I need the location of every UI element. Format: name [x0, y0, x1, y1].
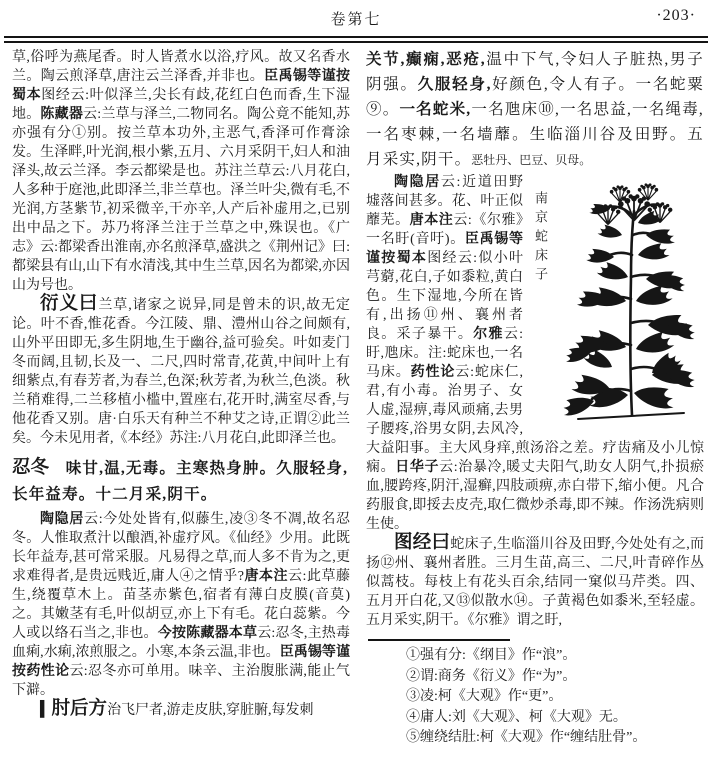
chapter-title: 卷第七 [330, 12, 382, 28]
text-segment: 云:《尔雅》一名盱(音吁)。 [366, 213, 524, 247]
text-segment: 日华子 [395, 460, 440, 475]
page-number: ·203· [656, 7, 696, 24]
yanyi-paragraph [12, 295, 350, 448]
text-segment: 云:今处处皆有,似藤生,凌③冬不凋,故名忍冬。人惟取煮汁以酿酒,补虚疗风。《仙经》少用。此既长年益寿,甚可常采服。凡易得之草,而人多不肯为之,更求难得者,是贵远贱近,庸人④之情乎? [12, 512, 351, 584]
text-segment: 久服轻身, [417, 76, 492, 93]
text-segment: 云:蛇床仁,君,有小毒。治男子、女人虚,湿痹,毒风顽痛,去男子腰疼,浴男女阴,去风冷,大益阳事。主大风身痒,煎汤浴之差。疗齿痛及小儿惊痫。 [366, 365, 704, 475]
header-rule [4, 36, 708, 43]
text-segment: ③凌:柯《大观》作“更”。 [406, 689, 563, 704]
text-segment: 兰草,诸家之说异,同是曾未的识,故无定论。叶不香,惟花香。今江陵、鼎、澧州山谷之间颇有,山外平田即无,多生阴地,生于幽谷,益可验矣。叶如麦门冬而阔,且韧,长及一、二尺,四时常青,花黄,中间叶上有细紫点,有春芳者,为春兰,色深;秋芳者,为秋兰,色淡。秋兰稍难得,二兰移植小槛中,置座右,花开时,满室尽香,与他花香又别。唐·白乐天有种兰不种艾之诗,正谓②此兰矣。今未见用者,《本经》苏注:八月花白,此即泽兰也。 [12, 298, 350, 446]
left-column-text [12, 48, 350, 720]
text-segment: ②谓:商务《衍义》作“为”。 [406, 668, 577, 684]
text-segment: 草,俗呼为燕尾香。时人皆煮水以浴,疗风。故又名香水兰。陶云煎泽草,唐注云兰泽香,并非也。 [12, 50, 350, 84]
text-segment: ④庸人:刘《大观》、柯《大观》无。 [406, 709, 627, 725]
text-segment: 肘后方 [51, 699, 108, 719]
text-segment: 臣禹锡等谨按蜀本 [12, 69, 350, 103]
text-segment: 唐本注 [243, 569, 289, 584]
text-segment: 尔雅 [473, 327, 504, 342]
text-segment: 云:此草藤生,绕覆草木上。苗茎赤紫色,宿者有薄白皮膜(音莫)之。其嫩茎有毛,叶似胡豆,亦上下有毛。花白蕊紫。今人或以络石当之,非也。 [12, 569, 350, 641]
text-segment: 图经云:似小叶芎藭,花白,子如黍粒,黄白色。生下湿地,今所在皆有,出扬⑪州、襄州者良。采子暴干。 [366, 251, 524, 342]
text-segment: 一名虺床⑩,一名思益,一名绳毒,一名枣棘,一名墙蘼。生临淄川谷及田野。五月采实,阴干。 [366, 101, 704, 168]
text-segment: ⑤缠绕结肚:柯《大观》作“缠结肚骨”。 [406, 730, 647, 745]
footnote-2 [366, 667, 704, 688]
text-segment: 云:治暴冷,暖丈夫阳气,助女人阴气,扑损瘀血,腰跨疼,阴汗,湿癣,四肢顽痹,赤白带下,缩小便。凡合药服食,即挼去皮壳,取仁微炒杀毒,即不辣。作汤洗病则生使。 [366, 460, 705, 532]
illustration-caption: 南京蛇床子 [533, 191, 548, 286]
footnotes [366, 639, 704, 749]
text-segment: 云:忍冬亦可单用。味辛、主治腹胀满,能止气下澼。 [12, 664, 351, 698]
text-segment: 忍冬 [12, 458, 50, 478]
text-segment: 温中下气,令妇人子脏热,男子阴强。 [366, 51, 704, 93]
text-segment: 好颜色,令人有子。一名蛇粟⑨。 [366, 76, 704, 118]
illustration-flow [366, 173, 704, 534]
left-column [12, 48, 350, 749]
text-segment: 一名蛇米, [399, 101, 472, 118]
text-segment: 味甘,温,无毒。主寒热身肿。久服轻身,长年益寿。十二月采,阴干。 [12, 460, 349, 503]
plant-illustration [528, 175, 704, 427]
text-segment: 图经曰 [394, 533, 451, 553]
text-segment: 臣禹锡等谨按蜀本 [366, 232, 523, 266]
text-columns [0, 43, 712, 749]
text-segment: ①强有分:《纲目》作“浪”。 [406, 648, 577, 663]
text-segment: 药性论 [410, 365, 456, 380]
lancao-annotation-paragraph [12, 48, 350, 295]
text-segment: 图经云:叶似泽兰,尖长有歧,花红白色而香,生下湿地。 [12, 88, 350, 122]
text-segment: 陶隐居 [40, 512, 85, 527]
page-header [0, 0, 712, 35]
text-segment: 关节,癫痫,恶疮, [366, 51, 486, 68]
right-column-tail [366, 534, 704, 630]
footnote-5 [366, 728, 704, 749]
tujing-paragraph [366, 534, 704, 630]
text-segment: 治飞尸者,游走皮肤,穿脏腑,每发刺 [107, 703, 314, 718]
text-segment: 陶隐居 [394, 175, 441, 190]
footnote-1 [366, 646, 704, 667]
text-segment: ▍ [40, 702, 52, 718]
text-segment: 云:盱,虺床。注:蛇床也,一名马床。 [366, 327, 524, 380]
rendong-annotation-paragraph [12, 510, 350, 700]
text-segment: 衍义曰 [40, 294, 99, 314]
text-segment: 恶牡丹、巴豆、贝母。 [471, 153, 592, 167]
zhouhoufang-clipped-paragraph [12, 700, 350, 720]
text-segment: 唐本注 [409, 213, 454, 228]
text-segment: 臣禹锡等谨按药性论 [12, 645, 351, 679]
plant-woodcut-icon [556, 177, 704, 423]
footnote-3 [366, 687, 704, 708]
right-column-intro [366, 48, 704, 173]
text-segment: 陈藏器 [40, 107, 84, 122]
footnote-rule [368, 639, 510, 641]
footnote-4 [366, 708, 704, 729]
text-segment: 蛇床子,生临淄川谷及田野,今处处有之,而扬⑫州、襄州者胜。三月生苗,高三、二尺,叶青碎作丛似蒿枝。每枝上有花头百余,结同一窠似马芹类。四、五月开白花,又⑬似散水⑭。子黄褐色如黍米,至轻虚。五月采实,阴干。《尔雅》谓之盱, [366, 537, 704, 628]
text-segment: 云:近道田野墟落间甚多。花、叶正似蘼芜。 [366, 175, 524, 228]
rendong-entry-headline [12, 456, 350, 508]
text-segment: 今按陈藏器本草 [157, 626, 258, 641]
shechuangzi-benjing-paragraph [366, 48, 704, 173]
right-column [366, 48, 704, 749]
text-segment: 云:忍冬,主热毒血痢,水痢,浓煎服之。小寒,本条云温,非也。 [12, 626, 351, 660]
text-segment: 云:兰草与泽兰,二物同名。陶公竟不能知,苏亦强有分①别。按兰草本功外,主恶气,香泽可作膏涂发。生泽畔,叶光润,根小紫,五月、六月采阴干,妇人和油泽头,故云兰泽。李云都梁是也。苏注兰草云:八月花白,人多种于庭池,此即泽兰,非兰草也。泽兰叶尖,微有毛,不光润,方茎紫节,初采微辛,干亦辛,人产后补虚用之,已别出中品之下。苏乃将泽兰注于兰草之中,殊误也。《广志》云:都梁香出淮南,亦名煎泽草,盛洪之《荆州记》曰:都梁县有山,山下有水清浅,其中生兰草,因名为都梁,亦因山为号也。 [12, 107, 351, 293]
footnote-list [366, 646, 704, 749]
